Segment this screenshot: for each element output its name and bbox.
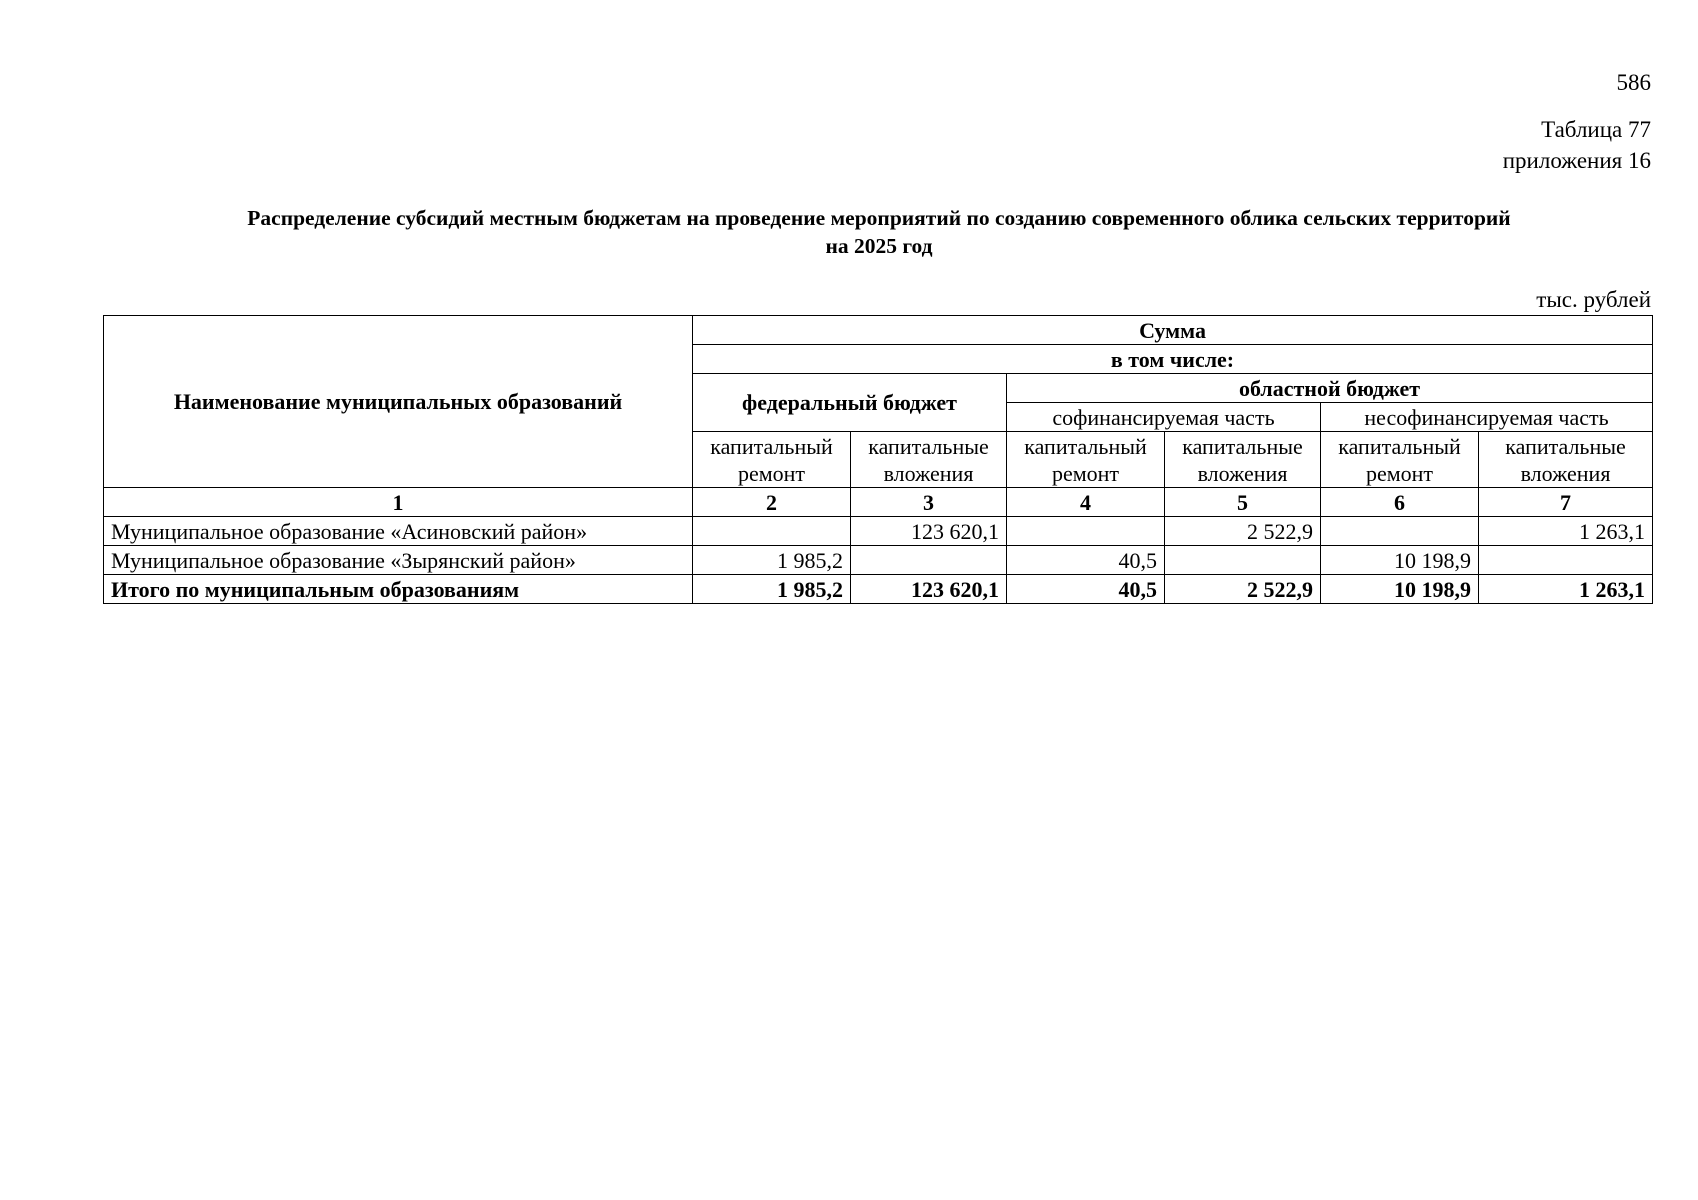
capital-repair-line-1: капитальный bbox=[1338, 433, 1461, 459]
header-municipality-name: Наименование муниципальных образований bbox=[104, 316, 693, 488]
header-cofinanced-capital-repair bbox=[1007, 432, 1165, 488]
header-noncofinanced-capital-investment bbox=[1479, 432, 1653, 488]
header-noncofinanced-capital-repair bbox=[1321, 432, 1479, 488]
total-row bbox=[104, 575, 1653, 604]
capital-repair-line-2: ремонт bbox=[1365, 460, 1434, 486]
document-title bbox=[104, 204, 1654, 260]
municipality-name-cell: Муниципальное образование «Зырянский район» bbox=[104, 546, 693, 575]
value-cell: 2 522,9 bbox=[1165, 517, 1321, 546]
capital-repair-line-1: капитальный bbox=[710, 433, 833, 459]
page-number: 586 bbox=[1616, 70, 1651, 95]
value-cell bbox=[1479, 546, 1653, 575]
column-number: 7 bbox=[1479, 488, 1653, 517]
total-value-cell: 1 263,1 bbox=[1479, 575, 1653, 604]
value-cell bbox=[1321, 517, 1479, 546]
header-cofinanced-part: софинансируемая часть bbox=[1007, 403, 1321, 432]
subsidy-distribution-table bbox=[103, 315, 1653, 604]
header-regional-budget: областной бюджет bbox=[1007, 374, 1653, 403]
document-title-line-1: Распределение субсидий местным бюджетам на проведение мероприятий по созданию современного облика сельских территорий bbox=[247, 206, 1511, 230]
value-cell: 40,5 bbox=[1007, 546, 1165, 575]
total-value-cell: 1 985,2 bbox=[693, 575, 851, 604]
total-value-cell: 2 522,9 bbox=[1165, 575, 1321, 604]
header-including: в том числе: bbox=[693, 345, 1653, 374]
table-caption-line-1: Таблица 77 bbox=[1541, 117, 1651, 142]
header-cofinanced-capital-investment bbox=[1165, 432, 1321, 488]
value-cell bbox=[1007, 517, 1165, 546]
value-cell: 1 263,1 bbox=[1479, 517, 1653, 546]
header-federal-budget: федеральный бюджет bbox=[693, 374, 1007, 432]
table-row bbox=[104, 517, 1653, 546]
value-cell: 1 985,2 bbox=[693, 546, 851, 575]
column-number: 4 bbox=[1007, 488, 1165, 517]
column-number: 5 bbox=[1165, 488, 1321, 517]
header-sum: Сумма bbox=[693, 316, 1653, 345]
total-value-cell: 10 198,9 bbox=[1321, 575, 1479, 604]
units-label: тыс. рублей bbox=[1536, 287, 1651, 312]
document-title-line-2: на 2025 год bbox=[825, 234, 933, 258]
capital-investment-line-2: вложения bbox=[1197, 460, 1288, 486]
total-value-cell: 40,5 bbox=[1007, 575, 1165, 604]
total-value-cell: 123 620,1 bbox=[851, 575, 1007, 604]
value-cell bbox=[851, 546, 1007, 575]
capital-repair-line-2: ремонт bbox=[737, 460, 806, 486]
capital-investment-line-1: капитальные bbox=[1505, 433, 1626, 459]
table-caption-line-2: приложения 16 bbox=[1502, 148, 1651, 173]
capital-repair-line-2: ремонт bbox=[1051, 460, 1120, 486]
capital-investment-line-2: вложения bbox=[1520, 460, 1611, 486]
column-number-row bbox=[104, 488, 1653, 517]
total-label-cell: Итого по муниципальным образованиям bbox=[104, 575, 693, 604]
value-cell: 10 198,9 bbox=[1321, 546, 1479, 575]
column-number: 3 bbox=[851, 488, 1007, 517]
value-cell bbox=[1165, 546, 1321, 575]
capital-investment-line-1: капитальные bbox=[868, 433, 989, 459]
value-cell: 123 620,1 bbox=[851, 517, 1007, 546]
table-row bbox=[104, 546, 1653, 575]
municipality-name-cell: Муниципальное образование «Асиновский район» bbox=[104, 517, 693, 546]
value-cell bbox=[693, 517, 851, 546]
capital-investment-line-2: вложения bbox=[883, 460, 974, 486]
header-federal-capital-investment bbox=[851, 432, 1007, 488]
column-number: 2 bbox=[693, 488, 851, 517]
header-noncofinanced-part: несофинансируемая часть bbox=[1321, 403, 1653, 432]
header-federal-capital-repair bbox=[693, 432, 851, 488]
column-number: 6 bbox=[1321, 488, 1479, 517]
capital-investment-line-1: капитальные bbox=[1182, 433, 1303, 459]
column-number: 1 bbox=[104, 488, 693, 517]
capital-repair-line-1: капитальный bbox=[1024, 433, 1147, 459]
table-caption bbox=[1503, 114, 1651, 176]
